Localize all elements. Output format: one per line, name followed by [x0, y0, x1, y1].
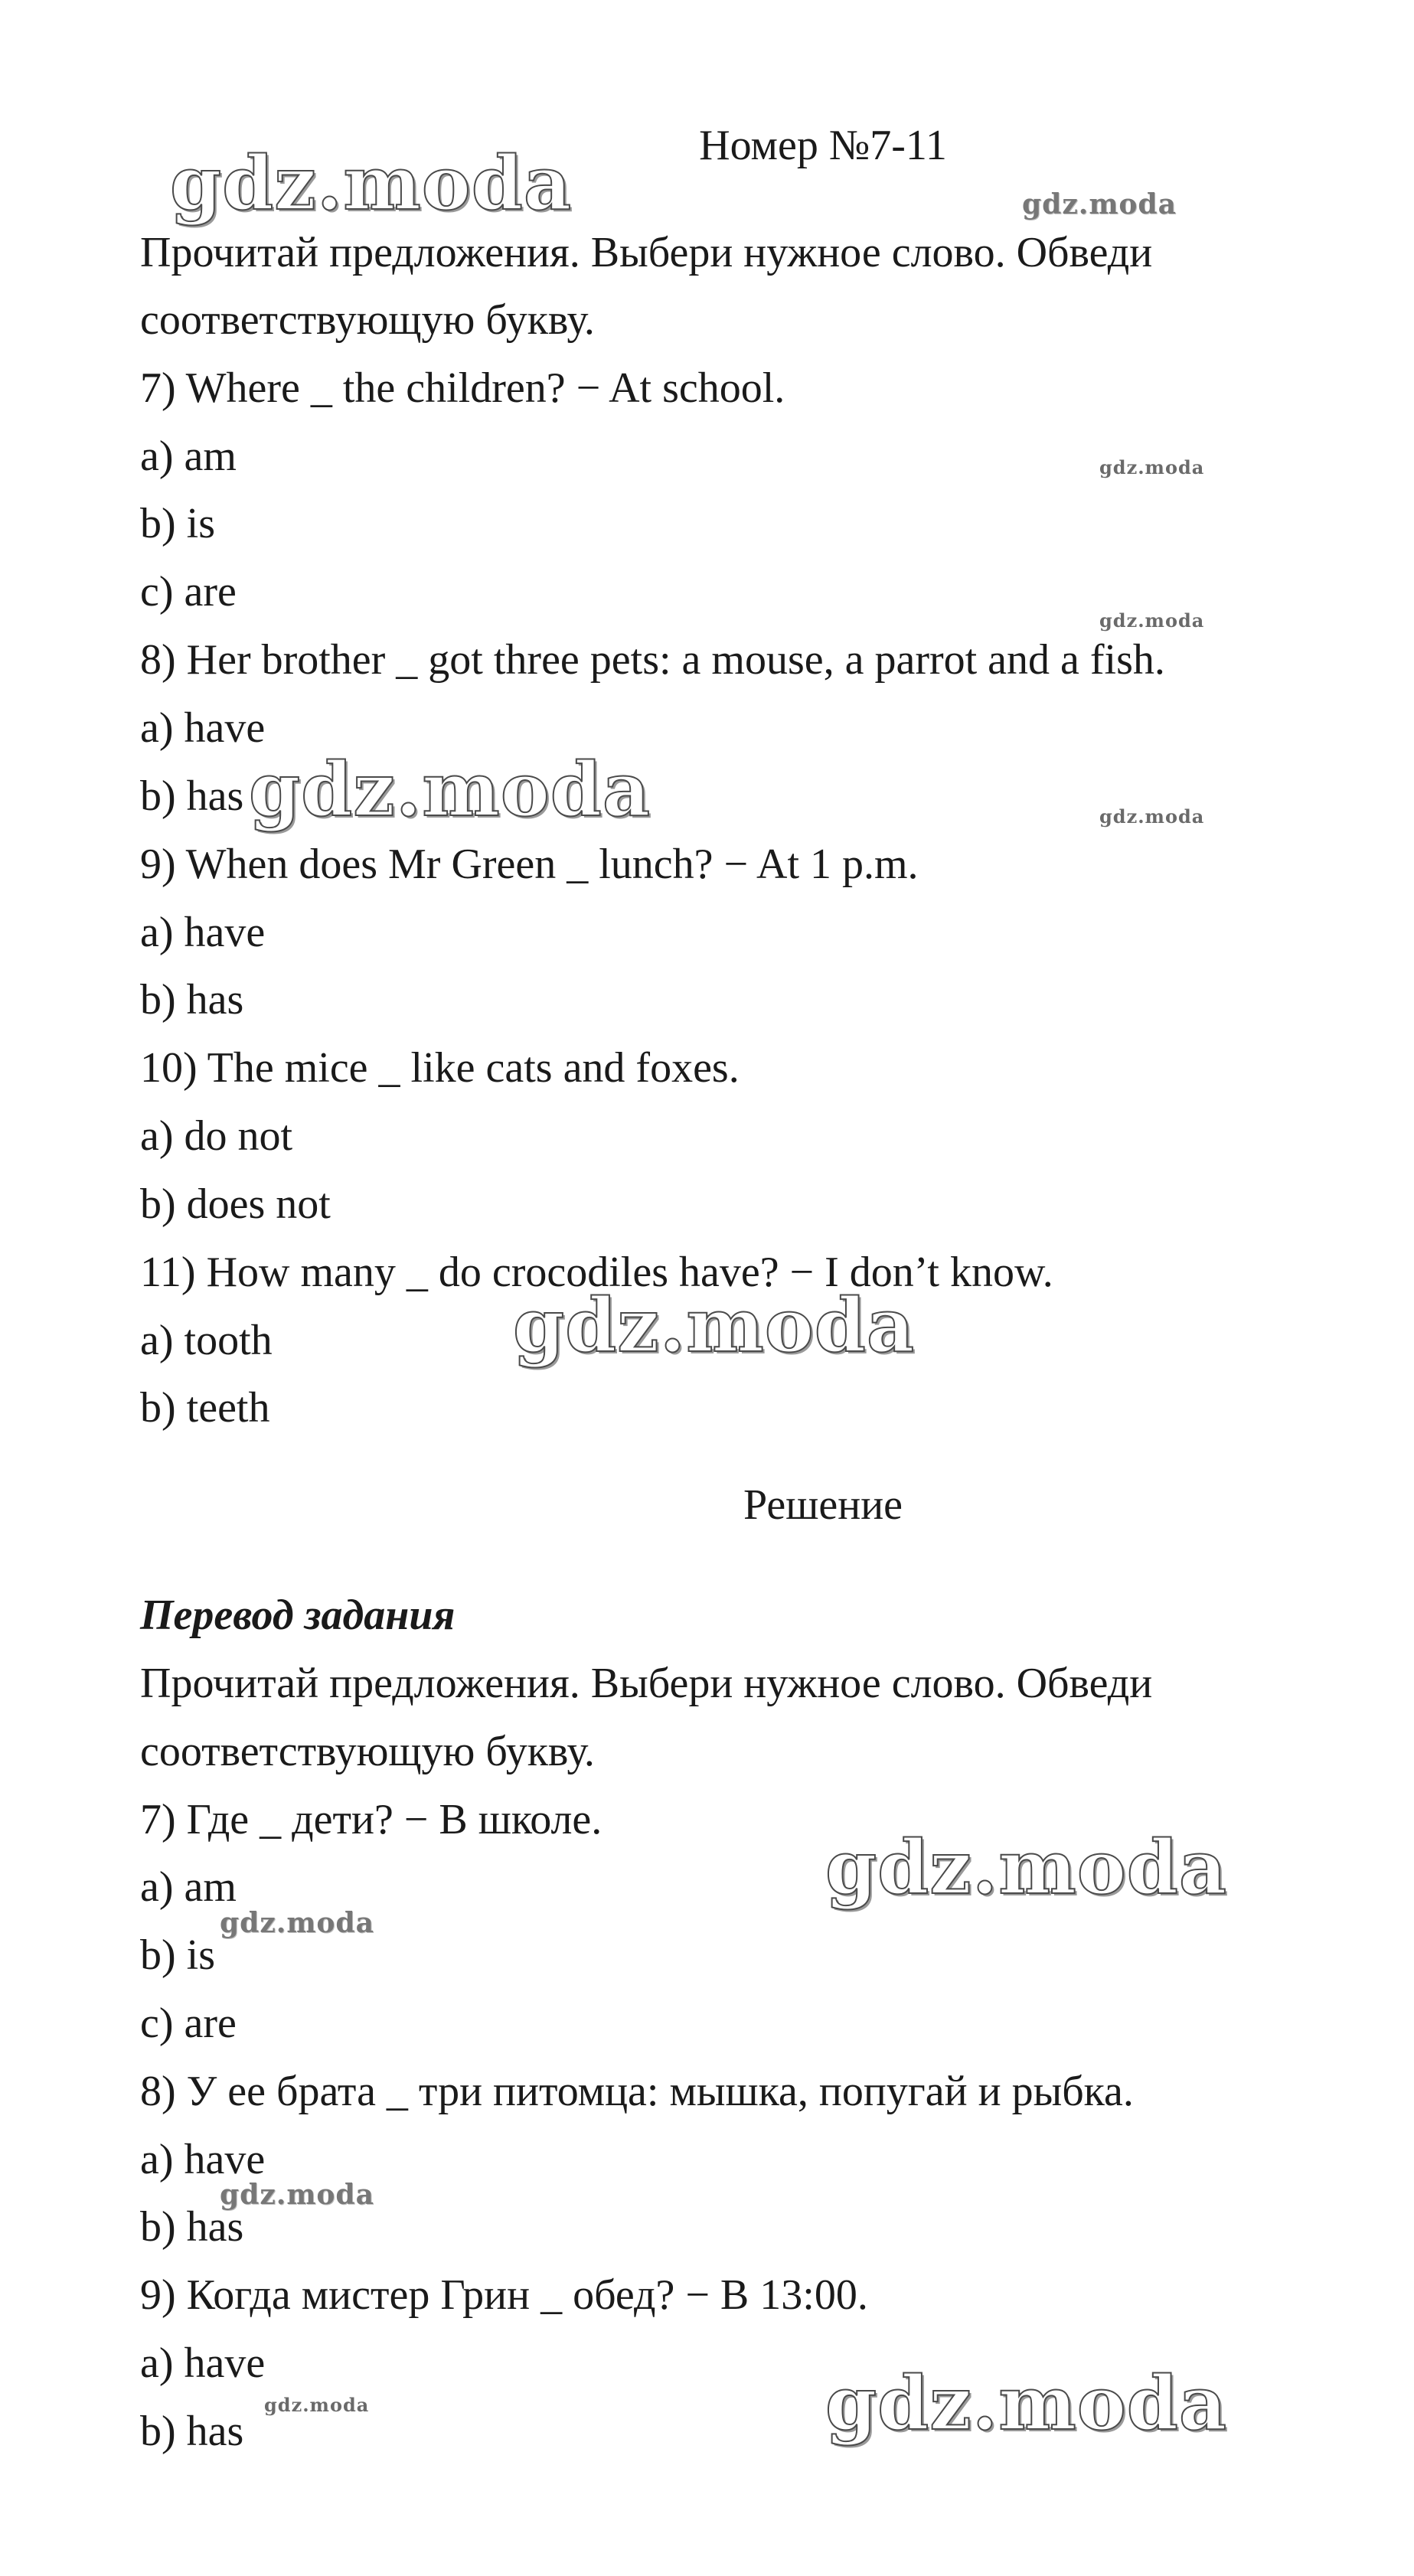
- q11-option-a: a) tooth: [140, 1317, 273, 1364]
- solution-q8-option-b: b) has: [140, 2203, 244, 2251]
- q11-option-b: b) teeth: [140, 1384, 270, 1432]
- watermark-logo: gdz.moda: [825, 2360, 1228, 2447]
- solution-q8-option-a: a) have: [140, 2136, 266, 2183]
- q8-option-a: a) have: [140, 704, 266, 752]
- watermark-logo: gdz.moda: [220, 1907, 374, 1939]
- q9-question: 9) When does Mr Green _ lunch? − At 1 p.m.: [140, 841, 919, 888]
- solution-q9-option-a: a) have: [140, 2339, 266, 2387]
- watermark-logo: gdz.moda: [513, 1282, 916, 1369]
- solution-q9-question: 9) Когда мистер Грин _ обед? − В 13:00.: [140, 2271, 868, 2319]
- page-title: Номер №7-11: [699, 122, 947, 169]
- q10-option-a: a) do not: [140, 1112, 293, 1160]
- q8-option-b: b) has: [140, 772, 244, 820]
- q7-option-b: b) is: [140, 500, 215, 547]
- solution-q8-question: 8) У ее брата _ три питомца: мышка, попугай и рыбка.: [140, 2068, 1134, 2115]
- q9-option-b: b) has: [140, 976, 244, 1024]
- watermark-logo: gdz.moda: [220, 2179, 374, 2211]
- solution-q7-option-c: c) are: [140, 2000, 237, 2047]
- watermark-logo: gdz.moda: [1099, 609, 1205, 632]
- translation-heading: Перевод задания: [140, 1592, 456, 1639]
- task-instruction-line1: Прочитай предложения. Выбери нужное слово. Обведи: [140, 229, 1153, 276]
- q9-option-a: a) have: [140, 909, 266, 956]
- q11-question: 11) How many _ do crocodiles have? − I don’t know.: [140, 1249, 1053, 1296]
- watermark-logo: gdz.moda: [249, 746, 651, 833]
- solution-instruction-line1: Прочитай предложения. Выбери нужное слово. Обведи: [140, 1660, 1153, 1707]
- q7-option-c: c) are: [140, 568, 237, 615]
- solution-q7-option-a: a) am: [140, 1863, 237, 1911]
- solution-heading: Решение: [743, 1481, 903, 1529]
- watermark-logo: gdz.moda: [1099, 805, 1205, 828]
- q7-option-a: a) am: [140, 433, 237, 480]
- solution-q7-option-b: b) is: [140, 1931, 215, 1979]
- q8-question: 8) Her brother _ got three pets: a mouse, a parrot and a fish.: [140, 636, 1165, 684]
- task-instruction-line2: соответствующую букву.: [140, 296, 595, 344]
- solution-q7-question: 7) Где _ дети? − В школе.: [140, 1796, 603, 1843]
- solution-q9-option-b: b) has: [140, 2408, 244, 2455]
- watermark-logo: gdz.moda: [825, 1824, 1228, 1911]
- q10-option-b: b) does not: [140, 1180, 331, 1228]
- q7-question: 7) Where _ the children? − At school.: [140, 364, 785, 412]
- watermark-logo: gdz.moda: [170, 140, 573, 227]
- q10-question: 10) The mice _ like cats and foxes.: [140, 1044, 740, 1092]
- watermark-logo: gdz.moda: [1022, 188, 1177, 220]
- watermark-logo: gdz.moda: [264, 2394, 370, 2416]
- solution-instruction-line2: соответствующую букву.: [140, 1728, 595, 1775]
- watermark-logo: gdz.moda: [1099, 456, 1205, 478]
